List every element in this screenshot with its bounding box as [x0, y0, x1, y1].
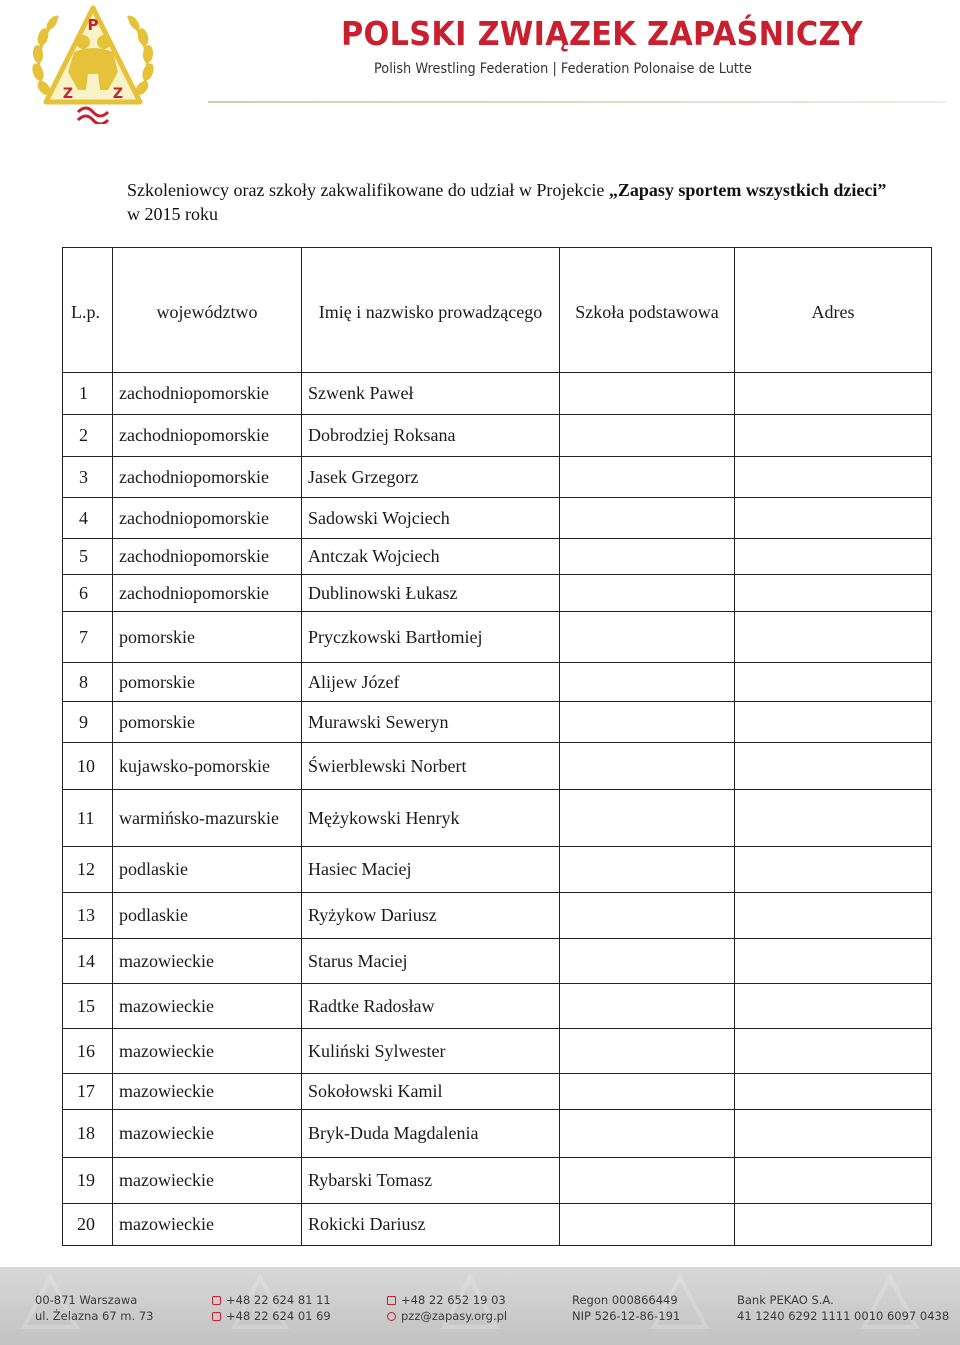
federation-logo: [28, 2, 158, 124]
row-address: [735, 939, 932, 984]
footer-phone-1: +48 22 624 81 11: [226, 1293, 331, 1307]
footer-bank: [737, 1292, 949, 1324]
row-trainer-name: Ryżykow Dariusz: [302, 893, 560, 939]
footer-phones: [212, 1292, 331, 1324]
row-number: 11: [63, 790, 113, 847]
table-row: [63, 1029, 932, 1074]
row-school: [560, 790, 735, 847]
table-row: [63, 893, 932, 939]
row-school: [560, 575, 735, 612]
row-address: [735, 612, 932, 663]
row-trainer-name: Pryczkowski Bartłomiej: [302, 612, 560, 663]
row-number: 14: [63, 939, 113, 984]
row-region: zachodniopomorskie: [113, 539, 302, 575]
table-header-row: [63, 248, 932, 373]
header-divider: [208, 101, 946, 103]
table-row: [63, 1204, 932, 1246]
svg-text:Z: Z: [112, 86, 124, 102]
table-row: [63, 498, 932, 539]
footer-phone-2: +48 22 624 01 69: [226, 1309, 331, 1323]
footer-regon: Regon 000866449: [572, 1293, 678, 1307]
row-school: [560, 663, 735, 702]
row-number: 7: [63, 612, 113, 663]
row-school: [560, 539, 735, 575]
row-region: mazowieckie: [113, 939, 302, 984]
document-intro: [127, 178, 887, 226]
row-trainer-name: Mężykowski Henryk: [302, 790, 560, 847]
row-number: 17: [63, 1074, 113, 1110]
row-school: [560, 415, 735, 457]
row-address: [735, 1074, 932, 1110]
mail-icon: [387, 1312, 396, 1321]
row-trainer-name: Szwenk Paweł: [302, 373, 560, 415]
table-row: [63, 373, 932, 415]
row-school: [560, 498, 735, 539]
organization-name: POLSKI ZWIĄZEK ZAPAŚNICZY: [341, 14, 864, 53]
row-number: 1: [63, 373, 113, 415]
row-school: [560, 1158, 735, 1204]
row-region: mazowieckie: [113, 1110, 302, 1158]
row-number: 8: [63, 663, 113, 702]
row-trainer-name: Jasek Grzegorz: [302, 457, 560, 498]
row-trainer-name: Antczak Wojciech: [302, 539, 560, 575]
row-school: [560, 1110, 735, 1158]
row-region: podlaskie: [113, 893, 302, 939]
table-row: [63, 457, 932, 498]
table-row: [63, 415, 932, 457]
row-region: mazowieckie: [113, 984, 302, 1029]
row-region: pomorskie: [113, 663, 302, 702]
table-row: [63, 1074, 932, 1110]
row-trainer-name: Dublinowski Łukasz: [302, 575, 560, 612]
row-trainer-name: Hasiec Maciej: [302, 847, 560, 893]
row-address: [735, 702, 932, 743]
table-row: [63, 663, 932, 702]
row-trainer-name: Alijew Józef: [302, 663, 560, 702]
footer-fax: +48 22 652 19 03: [401, 1293, 506, 1307]
row-trainer-name: Dobrodziej Roksana: [302, 415, 560, 457]
row-address: [735, 1029, 932, 1074]
row-number: 6: [63, 575, 113, 612]
row-region: pomorskie: [113, 612, 302, 663]
row-number: 18: [63, 1110, 113, 1158]
row-school: [560, 984, 735, 1029]
row-address: [735, 847, 932, 893]
footer-address-line2: ul. Żelazna 67 m. 73: [35, 1309, 154, 1323]
row-address: [735, 1204, 932, 1246]
row-region: mazowieckie: [113, 1029, 302, 1074]
svg-text:Z: Z: [62, 86, 74, 102]
row-number: 20: [63, 1204, 113, 1246]
row-region: mazowieckie: [113, 1074, 302, 1110]
row-address: [735, 790, 932, 847]
row-region: mazowieckie: [113, 1158, 302, 1204]
footer-registry: [572, 1292, 680, 1324]
row-trainer-name: Murawski Seweryn: [302, 702, 560, 743]
row-address: [735, 373, 932, 415]
footer-address: [35, 1292, 153, 1324]
row-region: kujawsko-pomorskie: [113, 743, 302, 790]
row-school: [560, 1029, 735, 1074]
svg-text:P: P: [87, 16, 99, 34]
project-name: „Zapasy sportem wszystkich dzieci”: [608, 180, 887, 200]
table-row: [63, 790, 932, 847]
table-row: [63, 743, 932, 790]
row-trainer-name: Starus Maciej: [302, 939, 560, 984]
row-address: [735, 457, 932, 498]
row-trainer-name: Bryk-Duda Magdalenia: [302, 1110, 560, 1158]
row-region: zachodniopomorskie: [113, 373, 302, 415]
header-trainer: Imię i nazwisko prowadzącego: [302, 248, 560, 373]
table-row: [63, 1158, 932, 1204]
row-number: 12: [63, 847, 113, 893]
row-address: [735, 415, 932, 457]
row-trainer-name: Rokicki Dariusz: [302, 1204, 560, 1246]
row-school: [560, 702, 735, 743]
row-address: [735, 984, 932, 1029]
row-school: [560, 847, 735, 893]
row-address: [735, 575, 932, 612]
row-number: 19: [63, 1158, 113, 1204]
row-number: 10: [63, 743, 113, 790]
row-trainer-name: Kuliński Sylwester: [302, 1029, 560, 1074]
footer-bank-name: Bank PEKAO S.A.: [737, 1293, 834, 1307]
fax-icon: [387, 1296, 396, 1305]
table-row: [63, 847, 932, 893]
header-school: Szkoła podstawowa: [560, 248, 735, 373]
phone-icon: [212, 1296, 221, 1305]
row-school: [560, 612, 735, 663]
row-address: [735, 663, 932, 702]
row-trainer-name: Radtke Radosław: [302, 984, 560, 1029]
table-row: [63, 575, 932, 612]
footer-contact: [387, 1292, 507, 1324]
row-number: 5: [63, 539, 113, 575]
header-lp: L.p.: [63, 248, 113, 373]
page-footer: [0, 1267, 960, 1345]
row-school: [560, 1204, 735, 1246]
footer-bank-account: 41 1240 6292 1111 0010 6097 0438: [737, 1309, 950, 1323]
intro-suffix: w 2015 roku: [127, 204, 218, 224]
row-trainer-name: Świerblewski Norbert: [302, 743, 560, 790]
table-row: [63, 702, 932, 743]
header-region: województwo: [113, 248, 302, 373]
row-trainer-name: Sokołowski Kamil: [302, 1074, 560, 1110]
row-address: [735, 1158, 932, 1204]
row-address: [735, 893, 932, 939]
row-number: 15: [63, 984, 113, 1029]
footer-email[interactable]: pzz@zapasy.org.pl: [401, 1309, 508, 1323]
table-row: [63, 612, 932, 663]
table-row: [63, 984, 932, 1029]
row-region: zachodniopomorskie: [113, 575, 302, 612]
row-region: warmińsko-mazurskie: [113, 790, 302, 847]
footer-nip: NIP 526-12-86-191: [572, 1309, 681, 1323]
table-row: [63, 939, 932, 984]
row-address: [735, 539, 932, 575]
row-region: pomorskie: [113, 702, 302, 743]
row-region: podlaskie: [113, 847, 302, 893]
wrestlers-emblem-icon: [28, 2, 158, 124]
row-number: 16: [63, 1029, 113, 1074]
table-row: [63, 1110, 932, 1158]
footer-address-line1: 00-871 Warszawa: [35, 1293, 138, 1307]
row-trainer-name: Rybarski Tomasz: [302, 1158, 560, 1204]
row-number: 9: [63, 702, 113, 743]
row-number: 2: [63, 415, 113, 457]
row-address: [735, 743, 932, 790]
row-school: [560, 457, 735, 498]
row-school: [560, 893, 735, 939]
row-address: [735, 1110, 932, 1158]
row-number: 4: [63, 498, 113, 539]
row-region: mazowieckie: [113, 1204, 302, 1246]
row-number: 13: [63, 893, 113, 939]
row-address: [735, 498, 932, 539]
row-number: 3: [63, 457, 113, 498]
row-school: [560, 373, 735, 415]
header-address: Adres: [735, 248, 932, 373]
trainers-table: [62, 247, 932, 1246]
row-school: [560, 743, 735, 790]
intro-prefix: Szkoleniowcy oraz szkoły zakwalifikowane do udział w Projekcie: [127, 180, 609, 200]
row-school: [560, 939, 735, 984]
organization-subtitle: Polish Wrestling Federation | Federation Polonaise de Lutte: [374, 61, 752, 77]
row-trainer-name: Sadowski Wojciech: [302, 498, 560, 539]
row-region: zachodniopomorskie: [113, 498, 302, 539]
row-region: zachodniopomorskie: [113, 415, 302, 457]
row-region: zachodniopomorskie: [113, 457, 302, 498]
phone-icon: [212, 1312, 221, 1321]
table-row: [63, 539, 932, 575]
row-school: [560, 1074, 735, 1110]
